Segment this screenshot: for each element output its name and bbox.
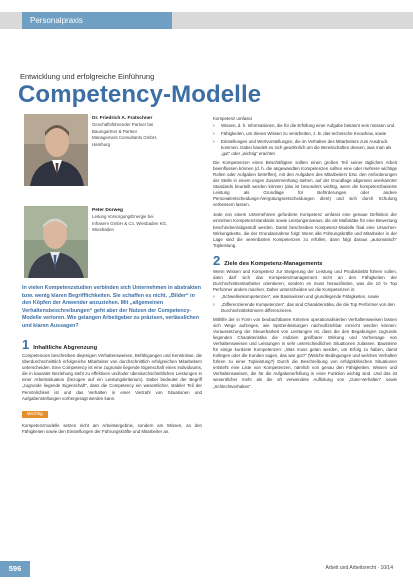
chevron-right-icon: › (213, 302, 215, 309)
section-title: Inhaltliche Abgrenzung (33, 345, 98, 351)
author-photo-1 (24, 114, 88, 186)
author-line: Wiesbaden (92, 227, 114, 233)
author-name-2: Peter Dorweg (92, 208, 123, 213)
author-photo-2 (24, 206, 88, 278)
paragraph: Jede von einem Unternehmen geforderte Kompetenz umfasst eine genaue Definition der einzelnen Kompetenzstandards sowie Leistungsniveaus, die als Maßstäbe für eine Bewertung beschrieben/abgestuft werden. Damit beschreiben Kompetenz-Modelle final eine Ursachen-Wirkungskette, die der Grundannahme folgt: Wenn alle Führungskräfte und Mitarbeiter in der Lage sind die vereinbarten Kompetenzen zu erfüllen, dann folgt daraus „automatisch“ Topleistung. (213, 212, 397, 248)
section-number: 1 (22, 337, 30, 352)
note-paragraph: Kompetenzmodelle setzen nicht am Arbeitsergebnis, sondern am Wissen, an den Fähigkeiten sowie den Einstellungen der Führungskräfte und Mitarbeiter an. (22, 422, 202, 434)
chevron-right-icon: › (213, 131, 215, 138)
section-title: Ziele des Kompetenz-Managements (224, 260, 323, 267)
author-line: Geschäftsführender Partner bei (92, 122, 154, 128)
list-item (213, 294, 397, 300)
chevron-right-icon: › (213, 123, 215, 130)
section-heading-1 (22, 338, 202, 351)
author-line: Leitung Vorsorgung/Energie bei (92, 214, 154, 220)
author-name-1: Dr. Friedrich A. Fratschner (92, 116, 153, 121)
section-number: 2 (213, 252, 221, 268)
right-column (213, 116, 397, 390)
list-item-text: Einstellungen und Wertvorstellungen, die im Verhalten des Mitarbeiters zum Ausdruck kommen. Dabei handelt es sich gewöhnlich um die Bereitschaften dessen, was man als „gut“ oder „wichtig“ erachtet. (221, 139, 392, 157)
author-line: Management Consultants GmbH, (92, 135, 158, 141)
list-item-text: „Schwellenkompetenzen“, wie Basiswissen und grundlegende Fähigkeiten, sowie (221, 294, 379, 300)
paragraph: Kompetenz umfasst (213, 116, 252, 121)
article-topline: Entwicklung und erfolgreiche Einführung (20, 72, 155, 81)
paragraph: Die Kompetenzen eines Beschäftigten sollten einen großen Teil seiner täglichen Arbeit beeinflussen können (d. h. die angewandten Kompetenzen sollten eine oder mehrere wichtige Rollen oder Aufgaben betreffen), mit den Aufgaben des Mitarbeiters bzw. den Anforderungen der Stelle in einem engen Zusammenhang stehen, auf der Grundlage allgemein anerkannter Standards beurteilt werden können (das ist besonders wichtig, wenn die kompetenzbasierte Leistung als Grundlage für Beförderungen oder andere Personalentscheidungs-/Vergütungsentscheidungen dient) und sich durch Schulung verbessern lassen. (213, 159, 397, 208)
author-line: Baumgartner & Partner (92, 128, 138, 134)
list-item (213, 302, 397, 314)
article-lead: In vielen Kompetenzstudien verbinden sich Unternehmen in abstrakten bzw. wenig klaren Begrifflichkeiten. Sie schaffen es nicht, „Bilder“ in den Köpfen der Anwender anzuziehen. Mit „allgemeinen Verhaltensbeschreibungen“ geht aber der Nutzen der Competency-Modelle verloren. Wie gelangen Arbeitgeber zu präzisen, verlässlichen und klaren Aussagen? (22, 285, 201, 329)
author-bio-1 (92, 116, 200, 148)
article-headline: Competency-Modelle (18, 81, 262, 108)
author-line: Hamburg (92, 141, 111, 147)
paragraph: Competencies beschreiben diejenigen Verhaltensweisen, Befähigungen und Kenntnisse, die überdurchschnittlich erfolgreiche Mitarbeiter von durchschnittlich erfolgreichen Mitarbeitern unterscheiden. Eine Competency ist eine zugrunde liegende Eigenschaft eines Individuums, die in kausaler Beziehung steht zu effektiven und/oder überdurchschnittlichen Leistungen in einer Arbeitssituation (bezogen auf ein Leistungskriterium). Dabei bedeutet der Begriff „zugrunde liegende Eigenschaft“, dass die Competency ein wesentlicher, stabiler Teil der Persönlichkeit ist und das Verhalten in einer Vielzahl von Situationen und Aufgabenstellungen vorhergesagt werden kann. (22, 353, 202, 401)
chevron-right-icon: › (213, 294, 215, 301)
page-number: 596 (0, 561, 30, 577)
author-bio-2 (92, 208, 200, 234)
list-item-text: Fähigkeiten, um dieses Wissen zu verarbeiten, z. B. das technische Knowhow, sowie (221, 131, 387, 137)
section-tab: Personalpraxis (22, 12, 172, 29)
list-item-text: „Differenzierende Kompetenzen“, das sind Charakteristika, die die Top Performer von den Durchschnittskönnern differenzieren. (221, 302, 395, 314)
list-item-text: Wissen, d. h. Informationen, die für die Erfüllung einer Aufgabe bekannt sein müssen und (221, 123, 395, 129)
left-column (22, 338, 202, 435)
bullet-list-2 (213, 294, 397, 314)
bullet-list-1 (213, 123, 397, 157)
paragraph: Mithilfe der in Form von beobachtbaren Kriterien operationalisierten Verhaltensweisen lassen sich Wege aufzeigen, wie Spitzenleistungen nachvollziehbar erreicht werden können. Voraussetzung der Steuerbarkeit von Leistungen ist, dass die den Begabungen zugrunde liegenden Charakteristika die Indizien greifbarer Wirkung und Vorhersage von Verhaltensweisen und Leistungen in sehr unterschiedlichen Situationen zulassen. Bausteine für einige konkrete Kompetenzen: „Was muss getan werden, um Erfolg zu haben, damit Kollegen oder die Kunden sagen, das war gut?“ (Welche Bedingungen und welches Verhalten führen zu einer Topleistung?) Durch die Beschreibung von erfolgskritischen Situationen entsteht eine Liste von Kompetenzen, nämlich von genau den Fähigkeiten, Wissen und Verhaltensweisen, die für die Aufgabenerfüllung in einer Funktion wichtig sind. Und das ist wesentlicher mehr als die oft verwendete Auflistung von „Gute-Verhalten“ sowie „Schlechtverhalten“. (213, 316, 397, 389)
chevron-right-icon: › (213, 139, 215, 146)
author-line: Infraserv GmbH & Co. Wiesbaden KG, (92, 220, 168, 226)
list-item (213, 123, 397, 129)
note-tag: Wichtig (22, 411, 48, 418)
list-item (213, 131, 397, 137)
section-heading-2 (213, 254, 397, 267)
paragraph: Wenn Wissen und Kompetenz zur Steigerung der Leistung und Produktivität führen sollen, dann darf sich das Kompetenzmanagement nicht an den Fähigkeiten der Durchschnittsmitarbeiter orientieren, sondern es muss herausfinden, was die 10 % Top Performer anders machen. Daher unterscheiden wir die Kompetenzen in: (213, 268, 397, 293)
journal-footer: Arbeit und Arbeitsrecht · 10/14 (325, 565, 393, 571)
list-item (213, 139, 397, 157)
